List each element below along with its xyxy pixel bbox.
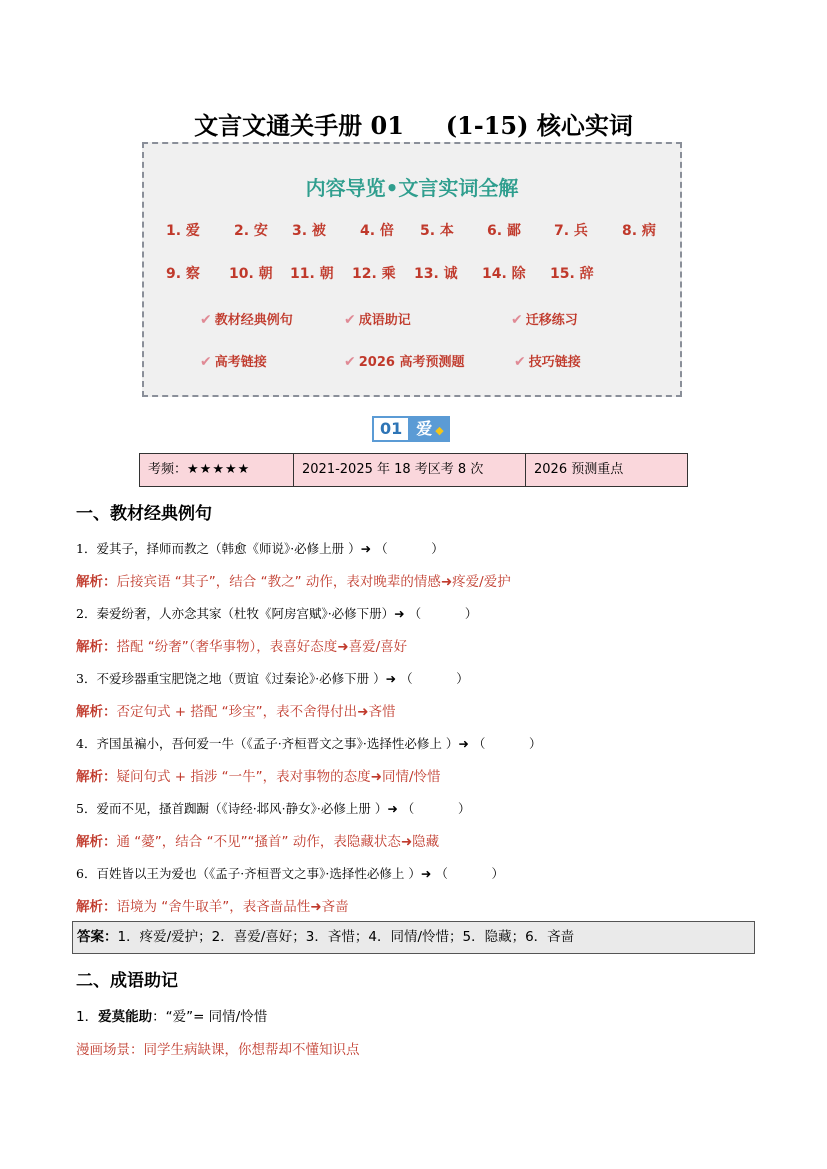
overview-section-link[interactable]: ✔ 2026 高考预测题 <box>344 354 465 370</box>
analysis-line: 解析：后接宾语 “其子”，结合 “教之” 动作，表对晚辈的情感➜疼爱/爱护 <box>76 574 511 590</box>
overview-word: 5. 本 <box>420 223 454 239</box>
example-sentence: 3．不爱珍器重宝肥饶之地（贾谊《过秦论》·必修下册 ）➜ （ ） <box>76 671 469 686</box>
overview-word: 2. 安 <box>234 223 268 239</box>
check-icon: ✔ <box>200 312 212 328</box>
overview-word: 11. 朝 <box>290 266 334 282</box>
section-heading: 一、教材经典例句 <box>76 504 212 524</box>
check-icon: ✔ <box>511 312 523 328</box>
overview-word: 4. 倍 <box>360 223 394 239</box>
analysis-line: 解析：否定句式 + 搭配 “珍宝”，表不舍得付出➜吝惜 <box>76 704 396 720</box>
frequency-table <box>139 453 688 487</box>
check-icon: ✔ <box>200 354 212 370</box>
analysis-line: 解析：语境为 “舍牛取羊”，表吝啬品性➜吝啬 <box>76 899 349 915</box>
analysis-line: 解析：疑问句式 + 指涉 “一牛”，表对事物的态度➜同情/怜惜 <box>76 769 441 785</box>
overview-word: 14. 除 <box>482 266 526 282</box>
answer-box: 答案：1．疼爱/爱护；2．喜爱/喜好；3．吝惜；4．同情/怜惜；5．隐藏；6．吝啬 <box>72 921 755 954</box>
overview-word: 9. 察 <box>166 266 200 282</box>
overview-section-link[interactable]: ✔ 迁移练习 <box>511 312 578 328</box>
overview-word: 10. 朝 <box>229 266 273 282</box>
check-icon: ✔ <box>344 354 356 370</box>
diamond-icon: ◆ <box>435 424 444 437</box>
overview-section-link[interactable]: ✔ 技巧链接 <box>514 354 581 370</box>
overview-word: 6. 鄙 <box>487 223 521 239</box>
check-icon: ✔ <box>344 312 356 328</box>
analysis-line: 解析：通 “薆”，结合 “不见”“搔首” 动作，表隐藏状态➜隐藏 <box>76 834 440 850</box>
example-sentence: 5．爱而不见，搔首踟蹰（《诗经·邶风·静女》·必修上册 ）➜ （ ） <box>76 801 471 816</box>
exam-count-cell: 2021-2025 年 18 考区考 8 次 <box>294 454 526 486</box>
overview-word: 15. 辞 <box>550 266 594 282</box>
comic-scene-line: 漫画场景：同学生病缺课，你想帮却不懂知识点 <box>76 1042 360 1058</box>
content-overview-box <box>142 142 682 397</box>
overview-section-link[interactable]: ✔ 教材经典例句 <box>200 312 293 328</box>
example-sentence: 1．爱其子，择师而教之（韩愈《师说》·必修上册 ）➜ （ ） <box>76 541 444 556</box>
overview-section-link[interactable]: ✔ 成语助记 <box>344 312 411 328</box>
check-icon: ✔ <box>514 354 526 370</box>
overview-word: 1. 爱 <box>166 223 200 239</box>
star-rating: ★★★★★ <box>187 462 251 477</box>
entry-number: 01 <box>372 416 410 442</box>
idiom-line: 1．爱莫能助：“爱”= 同情/怜惜 <box>76 1009 268 1025</box>
example-sentence: 6．百姓皆以王为爱也（《孟子·齐桓晋文之事》·选择性必修上 ）➜ （ ） <box>76 866 505 881</box>
entry-word: 爱 ◆ <box>410 416 449 442</box>
example-sentence: 4．齐国虽褊小，吾何爱一牛（《孟子·齐桓晋文之事》·选择性必修上 ）➜ （ ） <box>76 736 542 751</box>
overview-word: 8. 病 <box>622 223 656 239</box>
overview-word: 12. 乘 <box>352 266 396 282</box>
overview-section-link[interactable]: ✔ 高考链接 <box>200 354 267 370</box>
overview-word: 13. 诚 <box>414 266 458 282</box>
entry-heading-badge <box>372 416 450 442</box>
overview-word: 7. 兵 <box>554 223 588 239</box>
example-sentence: 2．秦爱纷奢，人亦念其家（杜牧《阿房宫赋》·必修下册）➜ （ ） <box>76 606 478 621</box>
overview-word: 3. 被 <box>292 223 326 239</box>
document-title: 文言文通关手册 01 (1-15) 核心实词 <box>194 111 633 140</box>
overview-title: 内容导览•文言实词全解 <box>305 176 519 200</box>
analysis-line: 解析：搭配 “纷奢”（奢华事物），表喜好态度➜喜爱/喜好 <box>76 639 408 655</box>
forecast-cell: 2026 预测重点 <box>534 462 624 477</box>
section-heading: 二、成语助记 <box>76 971 178 991</box>
frequency-cell: 考频：★★★★★ <box>140 454 294 486</box>
